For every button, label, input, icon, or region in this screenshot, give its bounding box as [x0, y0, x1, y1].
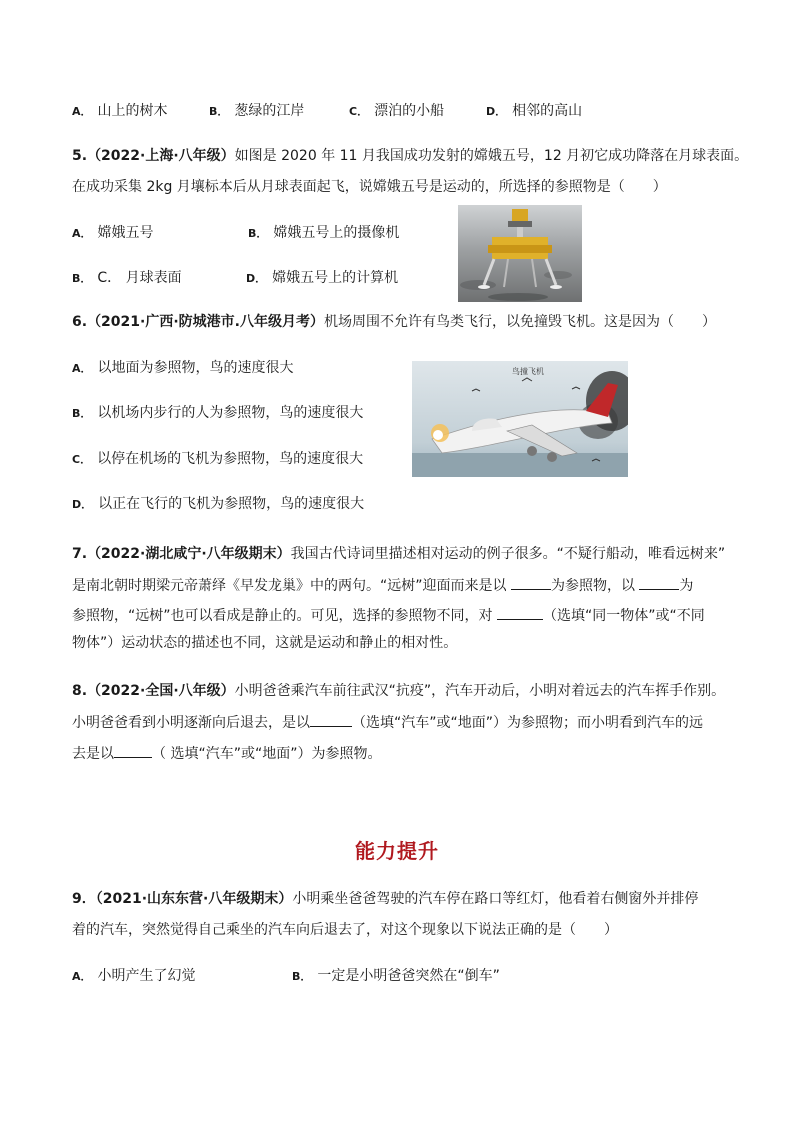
q9-source: （2021·山东东营·八年级期末）	[95, 891, 293, 907]
q4-options-row	[72, 101, 583, 122]
q9-line1: 9．（2021·山东东营·八年级期末）小明乘坐爸爸驾驶的汽车停在路口等红灯，他看着右侧窗外并排停	[72, 891, 699, 907]
q6-stem	[72, 312, 716, 332]
section-heading: 能力提升	[355, 839, 439, 863]
q8-blank-2[interactable]	[114, 743, 152, 758]
q6-option-d: D． 以正在飞行的飞机为参照物，鸟的速度很大	[72, 496, 365, 512]
q4-option-b: B． 葱绿的江岸	[209, 103, 305, 119]
q6-option-a: A． 以地面为参照物，鸟的速度很大	[72, 360, 294, 376]
q6-option-b: B． 以机场内步行的人为参照物，鸟的速度很大	[72, 405, 364, 421]
q4-option-a: A． 山上的树木	[72, 103, 168, 119]
q9-option-b: B． 一定是小明爸爸突然在“倒车”	[292, 968, 500, 984]
q7-line1: 7.（2022·湖北咸宁·八年级期末）我国古代诗词里描述相对运动的例子很多。“不疑行船动，唯看远树来”	[72, 546, 726, 562]
q7-blank-1[interactable]	[511, 575, 551, 590]
q7-blank-3[interactable]	[497, 605, 543, 620]
q7-line4: 物体”）运动状态的描述也不同，这就是运动和静止的相对性。	[72, 635, 458, 651]
q6-text: 机场周围不允许有鸟类飞行，以免撞毁飞机。这是因为（ ）	[323, 314, 716, 330]
q8-blank-1[interactable]	[310, 712, 352, 727]
q7-line3: 参照物，“远树”也可以看成是静止的。可见，选择的参照物不同，对 （选填“同一物体”或“不同	[72, 605, 705, 626]
q5-text-1: 如图是 2020 年 11 月我国成功发射的嫦娥五号，12 月初它成功降落在月球表面。	[234, 148, 749, 164]
q5-stem-line1	[72, 146, 748, 166]
bird-strike-image	[412, 361, 628, 477]
q5-number: 5.	[72, 148, 88, 164]
q5-option-b: B． 嫦娥五号上的摄像机	[248, 225, 400, 241]
q8-number: 8.	[72, 683, 88, 699]
q5-option-a: A． 嫦娥五号	[72, 225, 154, 241]
q5-option-c: B． C． 月球表面	[72, 270, 182, 286]
change5-lander-image	[458, 205, 582, 302]
q8-line3: 去是以 （ 选填“汽车”或“地面”）为参照物。	[72, 743, 381, 764]
q9-number: 9．	[72, 891, 96, 907]
q6-number: 6.	[72, 314, 88, 330]
q9-option-a: A． 小明产生了幻觉	[72, 968, 196, 984]
bird-strike-illustration	[412, 361, 628, 477]
q8-source: （2022·全国·八年级）	[87, 683, 235, 699]
q7-line2: 是南北朝时期梁元帝萧绎《早发龙巢》中的两句。“远树”迎面而来是以 为参照物，以 为	[72, 575, 693, 596]
q4-option-d: D． 相邻的高山	[486, 103, 583, 119]
q7-source: （2022·湖北咸宁·八年级期末）	[87, 546, 291, 562]
q8-line2: 小明爸爸看到小明逐渐向后退去，是以 （选填“汽车”或“地面”）为参照物；而小明看到汽车的远	[72, 712, 703, 733]
q5-option-d: D． 嫦娥五号上的计算机	[246, 270, 399, 286]
q7-blank-2[interactable]	[639, 575, 679, 590]
q6-source: （2021·广西·防城港市.八年级月考）	[87, 314, 324, 330]
q9-line2: 着的汽车，突然觉得自己乘坐的汽车向后退去了，对这个现象以下说法正确的是（ ）	[72, 922, 618, 938]
q8-line1: 8.（2022·全国·八年级）小明爸爸乘汽车前往武汉“抗疫”，汽车开动后，小明对着远去的汽车挥手作别。	[72, 683, 726, 699]
q5-stem-line2	[72, 177, 667, 197]
q6-option-c: C． 以停在机场的飞机为参照物，鸟的速度很大	[72, 451, 364, 467]
q5-source: （2022·上海·八年级）	[87, 148, 235, 164]
bird-strike-caption: 鸟撞飞机	[512, 367, 544, 376]
lunar-lander-illustration	[458, 205, 582, 302]
q7-number: 7.	[72, 546, 88, 562]
q5-text-2: 在成功采集 2kg 月壤标本后从月球表面起飞，说嫦娥五号是运动的，所选择的参照物是（ ）	[72, 179, 667, 195]
q4-option-c: C． 漂泊的小船	[349, 103, 445, 119]
